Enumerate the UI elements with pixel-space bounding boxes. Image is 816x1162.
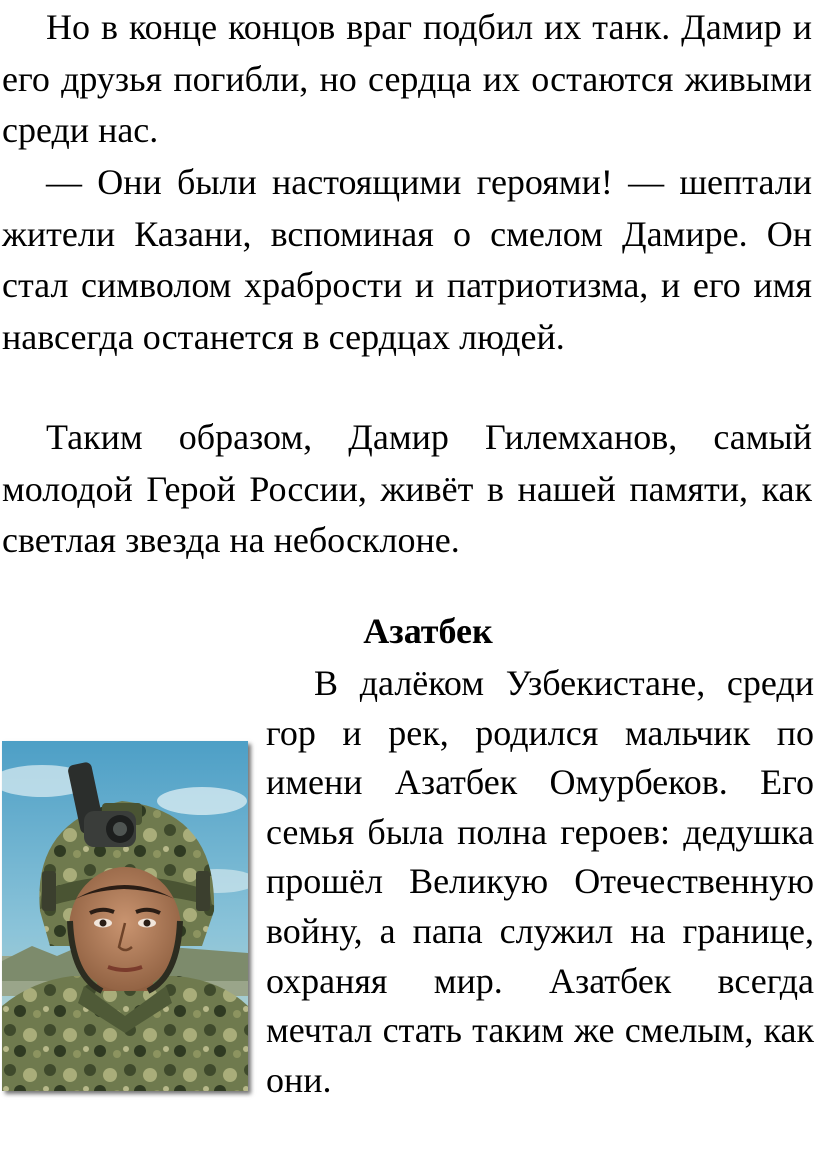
soldier-portrait-image — [2, 741, 248, 1091]
paragraph-text: Но в конце концов враг подбил их танк. Дамир и его друзья погибли, но сердца их остаются живыми среди нас. — [2, 7, 812, 150]
paragraph-damir-tank — [2, 2, 812, 157]
paragraph-damir-heroes — [2, 157, 812, 363]
paragraph-damir-memory — [2, 412, 812, 567]
paragraph-azatbek-intro — [266, 659, 814, 1105]
section-title: Азатбек — [363, 611, 493, 651]
paragraph-text: В далёком Узбекистане, среди гор и рек, родился мальчик по имени Азатбек Омурбеков. Его семья была полна героев: дедушка прошёл Великую Отечественную войну, а папа служил на границе, охраняя мир. Азатбек всегда мечтал стать таким же смелым, как они. — [266, 663, 814, 1100]
paragraph-text: — Они были настоящими героями! — шептали жители Казани, вспоминая о смелом Дамире. Он стал символом храбрости и патриотизма, и его имя навсегда останется в сердцах людей. — [2, 162, 812, 357]
paragraph-text: Таким образом, Дамир Гилемханов, самый молодой Герой России, живёт в нашей памяти, как светлая звезда на небосклоне. — [2, 417, 812, 560]
